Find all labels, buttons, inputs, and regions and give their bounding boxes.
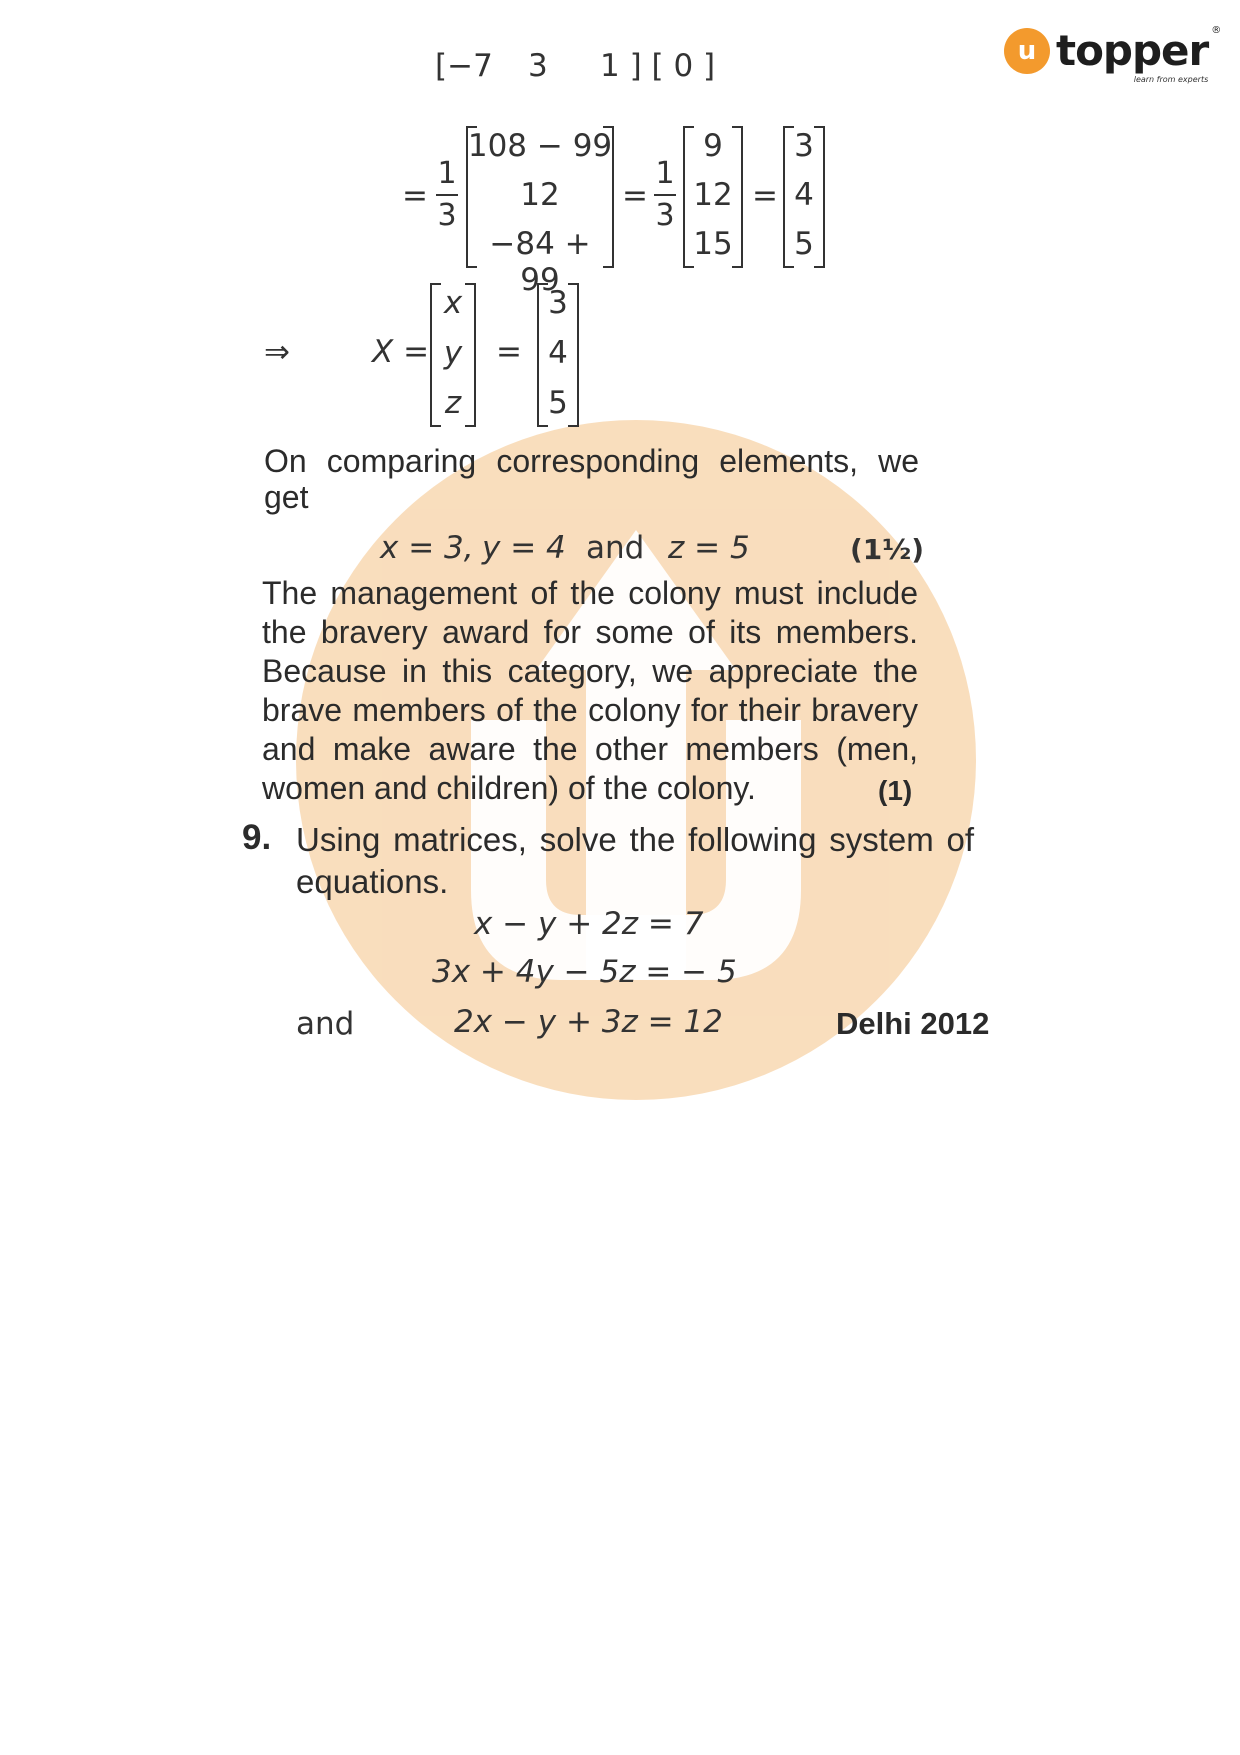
matrix-c-row-3: 5 (794, 226, 814, 262)
matrix-a-row-3: −84 + 99 (489, 226, 591, 298)
logo-badge-icon: u (1004, 28, 1050, 74)
fraction-bar (436, 194, 458, 196)
fraction-denominator: 3 (437, 198, 457, 233)
matrix-c-row-2: 4 (794, 177, 814, 213)
bravery-line-2: the bravery award for some of its members. (262, 614, 918, 650)
bravery-marks: (1) (878, 775, 913, 806)
matrix-b (683, 126, 743, 268)
logo-text (1056, 25, 1221, 84)
equation-3: 2x − y + 3z = 12 (454, 1004, 723, 1040)
result-y: y = 4 (482, 530, 566, 566)
step1-equals-2: = (622, 178, 648, 214)
bravery-line-4: brave members of the colony for their bravery (262, 692, 918, 728)
matrix-xyz-row-3: z (444, 385, 462, 421)
step1-equals: = (402, 178, 428, 214)
equation-2: 3x + 4y − 5z = − 5 (432, 954, 737, 990)
bravery-line-5: and make aware the other members (men, (262, 731, 918, 767)
matrix-c (783, 126, 825, 268)
result-marks: (1½) (850, 533, 925, 566)
question-line-1: Using matrices, solve the following system of (296, 821, 974, 858)
logo-registered-mark: ® (1211, 25, 1221, 36)
topper-logo (1004, 25, 1221, 84)
question-line-2: equations. (296, 863, 449, 900)
matrix-values-row-2: 4 (548, 335, 568, 371)
matrix-b-row-2: 12 (693, 177, 733, 213)
matrix-c-row-1: 3 (794, 128, 814, 164)
bravery-line-3: Because in this category, we appreciate the (262, 653, 918, 689)
matrix-xyz-row-2: y (443, 335, 463, 371)
question-source: Delhi 2012 (836, 1006, 990, 1041)
matrix-b-row-1: 9 (703, 128, 723, 164)
matrix-a (466, 126, 614, 298)
implies-arrow: ⇒ (264, 334, 290, 370)
fraction-numerator: 1 (655, 156, 675, 191)
top-row-cell-1: [−7 (435, 48, 493, 84)
top-row-cell-2: 3 (528, 48, 548, 84)
step1-fraction (436, 156, 458, 234)
equation-and: and (296, 1006, 355, 1042)
fraction-bar (654, 194, 676, 196)
bravery-line-6: women and children) of the colony. (262, 770, 756, 806)
step1-fraction-2 (654, 156, 676, 234)
step2-lhs: X = (372, 334, 430, 370)
result-and: and (586, 530, 645, 566)
matrix-xyz (430, 283, 476, 427)
result-z: z = 5 (668, 530, 750, 566)
question-number: 9. (242, 818, 272, 857)
fraction-numerator: 1 (437, 156, 457, 191)
matrix-b-row-3: 15 (693, 226, 733, 262)
matrix-values-row-3: 5 (548, 385, 568, 421)
compare-line-1: On comparing corresponding elements, we (264, 443, 919, 479)
compare-line-2: get (264, 479, 309, 515)
step2-equals: = (496, 334, 522, 370)
step1-equals-3: = (752, 178, 778, 214)
matrix-xyz-row-1: x (443, 285, 463, 321)
matrix-a-row-1: 108 − 99 (467, 128, 613, 164)
equation-1: x − y + 2z = 7 (474, 906, 704, 942)
logo-name: topper (1056, 26, 1209, 75)
result-x: x = 3, (380, 530, 474, 566)
logo-tagline: learn from experts (1133, 75, 1209, 84)
matrix-values-row-1: 3 (548, 285, 568, 321)
fraction-denominator: 3 (655, 198, 675, 233)
top-row-cell-3: 1 ] [ 0 ] (600, 48, 716, 84)
matrix-values (537, 283, 579, 427)
bravery-line-1: The management of the colony must include (262, 575, 918, 611)
matrix-a-row-2: 12 (520, 177, 560, 213)
